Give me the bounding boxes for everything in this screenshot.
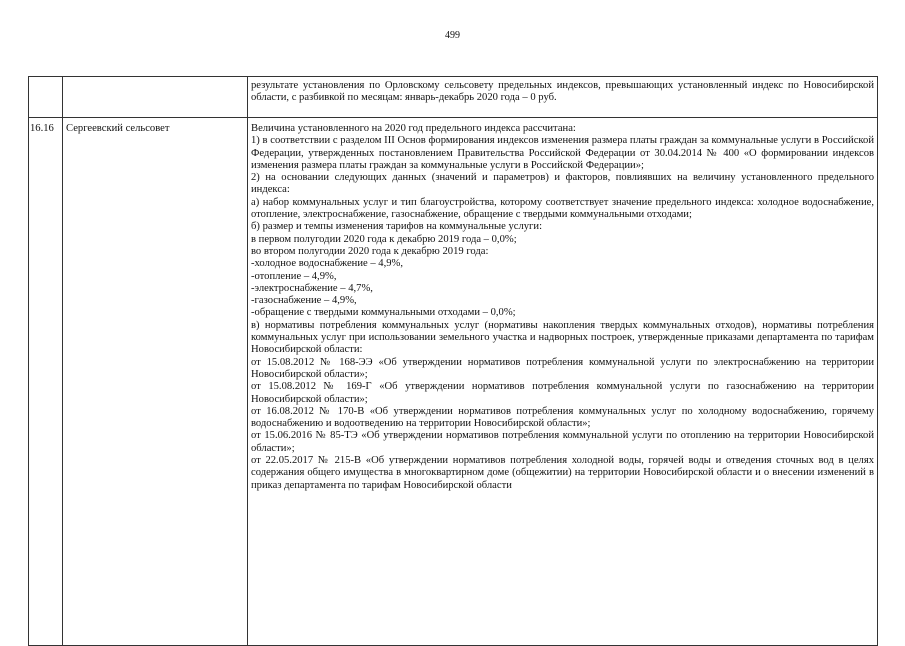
description-paragraph: Величина установленного на 2020 год предельного индекса рассчитана: — [251, 123, 576, 134]
description-paragraph: от 22.05.2017 № 215-В «Об утверждении нормативов потребления холодной воды, горячей воды и отведения сточных вод в целях содержания общего имущества в многоквартирном доме (общежитии) на территории Новосибирской области и о внесении изменений в приказ департамента по тарифам Новосибирской области — [251, 455, 874, 491]
table-row — [29, 118, 878, 646]
municipality-name-cell — [63, 77, 248, 118]
description-cell — [248, 77, 878, 118]
row-number-cell: 16.16 — [29, 118, 63, 646]
table-row — [29, 77, 878, 118]
page-number: 499 — [445, 30, 460, 41]
description-paragraph: -электроснабжение – 4,7%, — [251, 282, 373, 294]
description-paragraph: в первом полугодии 2020 года к декабрю 2019 года – 0,0%; — [251, 233, 517, 245]
description-paragraph: а) набор коммунальных услуг и тип благоустройства, которому соответствует значение предельного индекса: холодное водоснабжение, отопление, электроснабжение, газоснабжение, обращение с твердыми коммунальными отходами; — [251, 196, 874, 221]
municipality-index-table — [28, 76, 878, 646]
municipality-name-cell: Сергеевский сельсовет — [63, 118, 248, 646]
description-paragraph: -газоснабжение – 4,9%, — [251, 295, 357, 307]
description-paragraph: от 16.08.2012 № 170-В «Об утверждении нормативов потребления коммунальных услуг по холодному водоснабжению, горячему водоснабжению и водоотведению на территории Новосибирской области»; — [251, 405, 874, 430]
description-paragraph: от 15.08.2012 № 168-ЭЭ «Об утверждении нормативов потребления коммунальной услуги по электроснабжению на территории Новосибирской области»; — [251, 356, 874, 380]
description-paragraph: во втором полугодии 2020 года к декабрю 2019 года: — [251, 245, 489, 257]
row-number-cell — [29, 77, 63, 118]
description-paragraph: от 15.08.2012 № 169-Г «Об утверждении нормативов потребления коммунальной услуги по газоснабжению на территории Новосибирской области»; — [251, 381, 874, 405]
description-paragraph: 2) на основании следующих данных (значений и параметров) и факторов, повлиявших на величину установленного предельного индекса: — [251, 172, 874, 196]
description-paragraph: 1) в соответствии с разделом III Основ формирования индексов изменения размера платы граждан за коммунальные услуги в Российской Федерации, утвержденных постановлением Правительства Российской Федерации от 30.04.2014 № 400 «О формировании индексов изменения размера платы граждан за коммунальные услуги в Российской Федерации»; — [251, 135, 874, 171]
description-paragraph: результате установления по Орловскому сельсовету предельных индексов, превышающих установленный индекс по Новосибирской области, с разбивкой по месяцам: январь-декабрь 2020 года – 0 руб. — [251, 80, 874, 104]
description-paragraph: от 15.06.2016 № 85-ТЭ «Об утверждении нормативов потребления коммунальной услуги по отоплению на территории Новосибирской области»; — [251, 430, 874, 454]
description-paragraph: -холодное водоснабжение – 4,9%, — [251, 258, 403, 270]
description-cell — [248, 118, 878, 646]
description-paragraph: -отопление – 4,9%, — [251, 270, 337, 282]
description-body — [251, 123, 874, 642]
description-paragraph: -обращение с твердыми коммунальными отходами – 0,0%; — [251, 307, 516, 319]
description-paragraph: в) нормативы потребления коммунальных услуг (нормативы накопления твердых коммунальных отходов), нормативы потребления коммунальных услуг при использовании земельного участка и надворных построек, утвержденные приказами департамента по тарифам Новосибирской области: — [251, 319, 874, 356]
description-paragraph: б) размер и темпы изменения тарифов на коммунальные услуги: — [251, 221, 543, 233]
